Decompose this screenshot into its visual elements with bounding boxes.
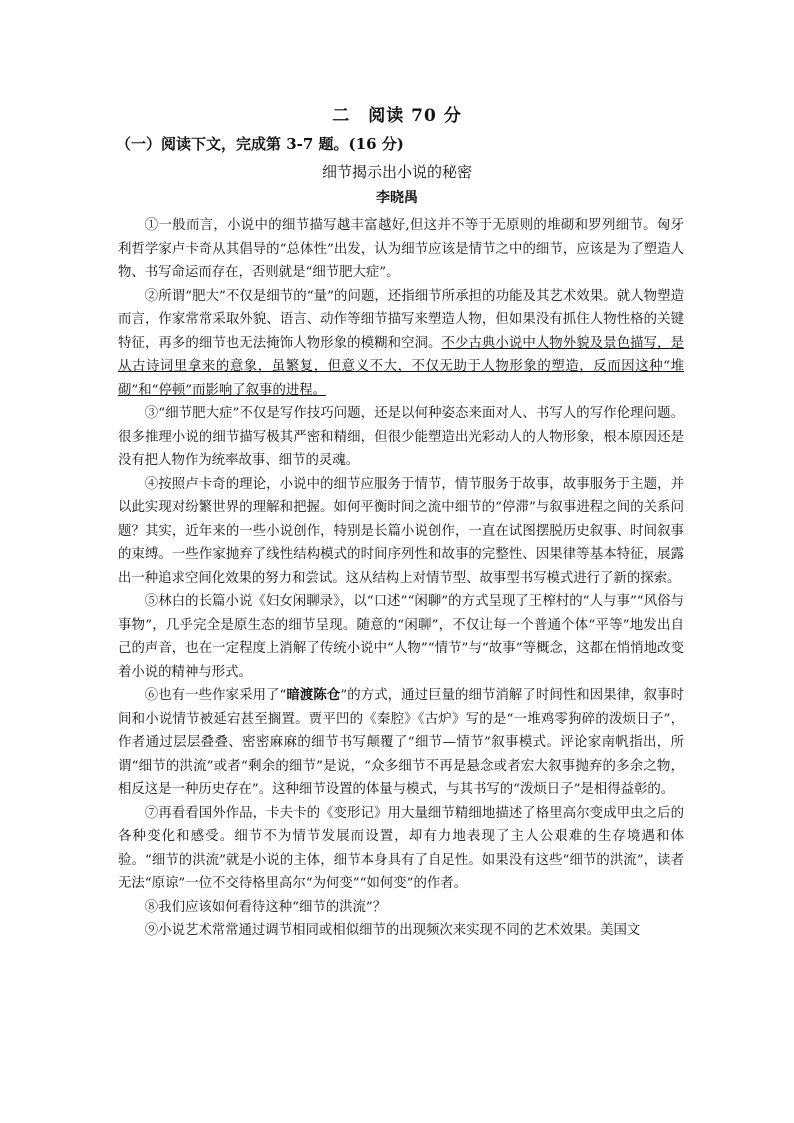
- paragraph-6: [118, 684, 684, 802]
- paragraph-4: ④按照卢卡奇的理论，小说中的细节应服务于情节，情节服务于故事，故事服务于主题，并以此实现对纷繁世界的理解和把握。如何平衡时间之流中细节的“停滞”与叙事进程之间的关系问题？其实，近年来的一些小说创作，特别是长篇小说创作，一直在试图摆脱历史叙事、时间叙事的束缚。一些作家抛弃了线性结构模式的时间序列性和故事的完整性、因果律等基本特征，展露出一种追求空间化效果的努力和尝试。这从结构上对情节型、故事型书写模式进行了新的探索。: [118, 476, 684, 586]
- paragraph-2: [118, 285, 684, 403]
- paragraph-8: ⑧我们应该如何看待这种“细节的洪流”？: [144, 899, 387, 915]
- paragraph-6-text-end: ”的方式，通过巨量的细节消解了时间性和因果律，叙事时间和小说情节被延宕甚至搁置。贾平凹的《秦腔》《古炉》写的是“一堆鸡零狗碎的泼烦日子”，作者通过层层叠叠、密密麻麻的细节书写颠覆了“细节—情节”叙事模式。评论家南帆指出，所谓“细节的洪流”或者“剩余的细节”是说，“众多细节不再是悬念或者宏大叙事抛弃的多余之物，相反这是一种历史存在”。这种细节设置的体量与模式，与其书写的“泼烦日子”是相得益彰的。: [118, 688, 684, 797]
- paragraph-9: ⑨小说艺术常常通过调节相同或相似细节的出现频次来实现不同的艺术效果。美国文: [144, 923, 641, 938]
- essay-title: 细节揭示出小说的秘密: [321, 163, 472, 181]
- paragraph-1: ①一般而言，小说中的细节描写越丰富越好,但这并不等于无原则的堆砌和罗列细节。匈牙利哲学家卢卡奇从其倡导的“总体性”出发，认为细节应该是情节之中的细节，应该是为了塑造人物、书写命运而存在，否则就是“细节肥大症”。: [118, 218, 684, 280]
- essay-author: 李晓禺: [376, 190, 418, 206]
- paragraph-3: ③“细节肥大症”不仅是写作技巧问题，还是以何种姿态来面对人、书写人的写作伦理问题。很多推理小说的细节描写极其严密和精细，但很少能塑造出光彩动人的人物形象，根本原因还是没有把人物作为统率故事、细节的灵魂。: [118, 406, 684, 468]
- paragraph-2-text: ②所谓“肥大”不仅是细节的“量”的问题，还指细节所承担的功能及其艺术效果。就人物塑造而言，作家常常采取外貌、语言、动作等细节描写来塑造人物，但如果没有抓住人物性格的关键特征，再多的细节也无法掩饰人物形象的模糊和空洞。: [118, 288, 684, 351]
- paragraph-6-text-start: ⑥也有一些作家采用了“: [144, 688, 287, 703]
- paragraph-2-underlined-text: 不少古典小说中人物外貌及景色描写，是从古诗词里拿来的意象，虽繁复，但意义不大，不仅无助于人物形象的塑造，反而因这种“堆砌”和“停顿”而影响了叙事的进程。: [118, 335, 685, 398]
- paragraph-5: ⑤林白的长篇小说《妇女闲聊录》，以“口述”“闲聊”的方式呈现了王榨村的“人与事”“风俗与事物”，几乎完全是原生态的细节呈现。随意的“闲聊”，不仅让每一个普通个体“平等”地发出自己的声音，也在一定程度上消解了传统小说中“人物”“情节”与“故事”等概念，这都在悄悄地改变着小说的精神与形式。: [118, 594, 684, 680]
- paragraph-6-bold-term: 暗渡陈仓: [286, 687, 341, 703]
- essay-body: [118, 214, 684, 943]
- subsection-title: （一）阅读下文，完成第 3-7 题。(16 分): [116, 135, 404, 153]
- paragraph-7: ⑦再看看国外作品，卡夫卡的《变形记》用大量细节精细地描述了格里高尔变成甲虫之后的各种变化和感受。细节不为情节发展而设置，却有力地表现了主人公艰难的生存境遇和体验。“细节的洪流”就是小说的主体，细节本身具有了自足性。如果没有这些“细节的洪流”，读者无法“原谅”一位不交待格里高尔“为何变”“如何变”的作者。: [118, 805, 684, 891]
- section-title: 二 阅读 70 分: [332, 106, 462, 126]
